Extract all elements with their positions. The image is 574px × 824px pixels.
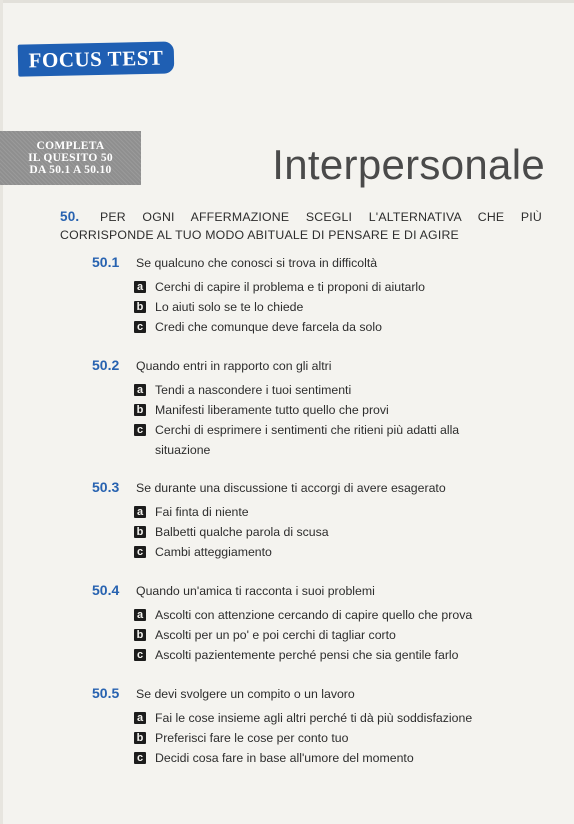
option-letter-badge: a	[134, 506, 146, 518]
option-text: Cerchi di esprimere i sentimenti che ritieni più adatti alla situazione	[155, 423, 460, 457]
answer-option-c[interactable]	[134, 748, 532, 768]
option-letter-badge: a	[134, 712, 146, 724]
question-item	[92, 479, 532, 562]
answer-option-b[interactable]	[134, 297, 532, 317]
focus-test-logo	[18, 41, 175, 76]
item-number: 50.5	[92, 685, 120, 701]
option-text: Ascolti pazientemente perché pensi che sia gentile farlo	[155, 648, 459, 662]
item-prompt: Se devi svolgere un compito o un lavoro	[136, 687, 355, 701]
option-letter-badge: a	[134, 384, 146, 396]
question-item	[92, 582, 532, 665]
item-number: 50.1	[92, 254, 120, 270]
answer-option-a[interactable]	[134, 502, 532, 522]
option-text: Fai le cose insieme agli altri perché ti dà più soddisfazione	[155, 711, 473, 725]
answer-option-a[interactable]	[134, 605, 532, 625]
item-prompt: Quando entri in rapporto con gli altri	[136, 359, 332, 373]
option-text: Balbetti qualche parola di scusa	[155, 525, 329, 539]
option-letter-badge: b	[134, 404, 146, 416]
option-letter-badge: c	[134, 752, 146, 764]
answer-option-b[interactable]	[134, 728, 532, 748]
question-number: 50.	[60, 209, 80, 224]
instruction-box	[0, 131, 141, 185]
option-text: Ascolti con attenzione cercando di capire quello che prova	[155, 608, 473, 622]
item-number: 50.2	[92, 357, 120, 373]
item-prompt: Quando un'amica ti racconta i suoi problemi	[136, 584, 375, 598]
option-letter-badge: c	[134, 649, 146, 661]
answer-option-b[interactable]	[134, 400, 532, 420]
answer-option-c[interactable]	[134, 542, 532, 562]
page-edge	[0, 0, 3, 824]
option-letter-badge: b	[134, 301, 146, 313]
item-prompt: Se qualcuno che conosci si trova in difficoltà	[136, 256, 378, 270]
question-item	[92, 685, 532, 768]
option-letter-badge: a	[134, 281, 146, 293]
question-item	[92, 254, 532, 337]
answer-option-c[interactable]	[134, 317, 532, 337]
instruction-line: DA 50.1 A 50.10	[29, 164, 112, 176]
instruction-line: COMPLETA	[36, 140, 105, 152]
answer-option-b[interactable]	[134, 625, 532, 645]
question-text: PER OGNI AFFERMAZIONE SCEGLI L'ALTERNATIVA CHE PIÙ CORRISPONDE AL TUO MODO ABITUALE DI PENSARE E DI AGIRE	[60, 210, 542, 242]
answer-option-a[interactable]	[134, 708, 532, 728]
item-prompt: Se durante una discussione ti accorgi di avere esagerato	[136, 481, 446, 495]
option-letter-badge: b	[134, 732, 146, 744]
option-letter-badge: c	[134, 424, 146, 436]
option-text: Credi che comunque deve farcela da solo	[155, 320, 382, 334]
option-text: Cambi atteggiamento	[155, 545, 272, 559]
item-number: 50.3	[92, 479, 120, 495]
option-letter-badge: c	[134, 546, 146, 558]
item-number: 50.4	[92, 582, 120, 598]
option-text: Lo aiuti solo se te lo chiede	[155, 300, 304, 314]
option-text: Fai finta di niente	[155, 505, 249, 519]
answer-option-a[interactable]	[134, 277, 532, 297]
logo-text: FOCUS TEST	[28, 45, 164, 72]
option-text: Preferisci fare le cose per conto tuo	[155, 731, 349, 745]
page-title: Interpersonale	[272, 141, 545, 188]
answer-option-c[interactable]	[134, 420, 532, 460]
option-text: Manifesti liberamente tutto quello che provi	[155, 403, 389, 417]
option-text: Decidi cosa fare in base all'umore del momento	[155, 751, 414, 765]
question-item	[92, 357, 532, 460]
answer-option-c[interactable]	[134, 645, 532, 665]
page-edge	[0, 0, 574, 3]
question-header	[60, 208, 542, 244]
option-letter-badge: a	[134, 609, 146, 621]
option-text: Ascolti per un po' e poi cerchi di tagliar corto	[155, 628, 396, 642]
option-text: Cerchi di capire il problema e ti proponi di aiutarlo	[155, 280, 425, 294]
option-letter-badge: b	[134, 629, 146, 641]
option-text: Tendi a nascondere i tuoi sentimenti	[155, 383, 352, 397]
option-letter-badge: c	[134, 321, 146, 333]
option-letter-badge: b	[134, 526, 146, 538]
instruction-line: IL QUESITO 50	[28, 152, 113, 164]
answer-option-b[interactable]	[134, 522, 532, 542]
answer-option-a[interactable]	[134, 380, 532, 400]
